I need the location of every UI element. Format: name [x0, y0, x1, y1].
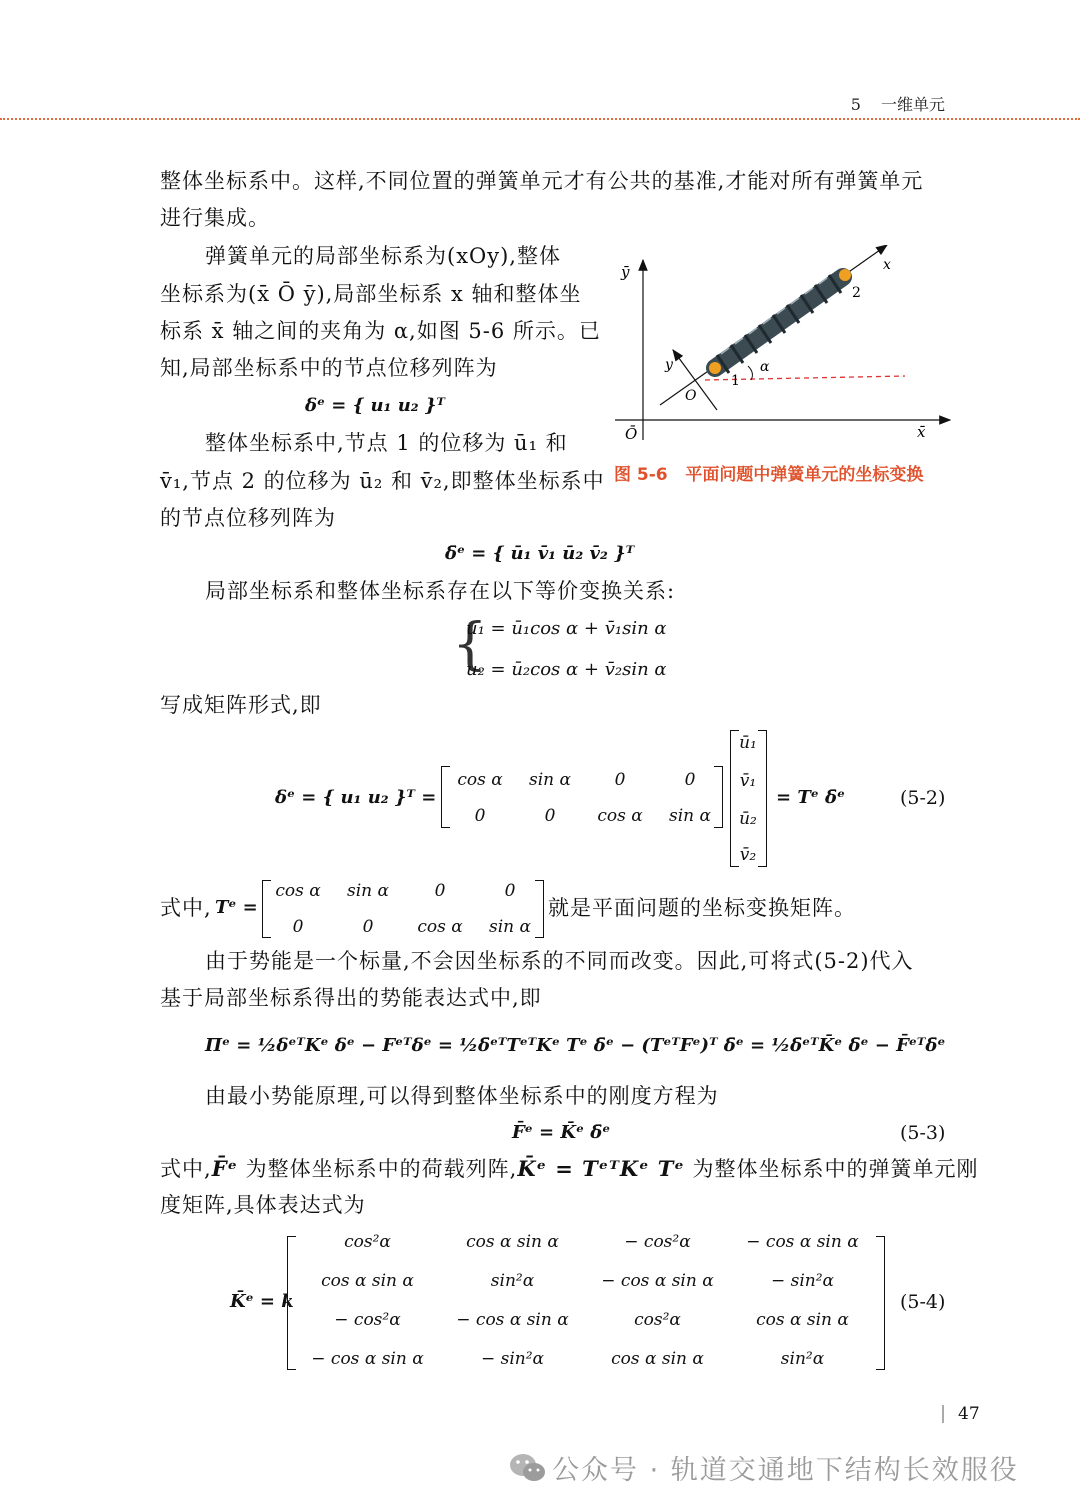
xbar-label: x̄ — [917, 423, 926, 441]
equation-potential-energy: Πᵉ = ½δᵉᵀKᵉ δᵉ − Fᵉᵀδᵉ = ½δ̄ᵉᵀTᵉᵀKᵉ Tᵉ δ̄ᵉ − (TᵉᵀFᵉ)ᵀ δ̄ᵉ = ½δ̄ᵉᵀK̄ᵉ δ̄ᵉ − F̄ᵉᵀδ̄ᵉ — [205, 1035, 946, 1056]
matrix-cell: − sin²α — [480, 1349, 545, 1369]
paragraph-prefix: 式中, — [160, 896, 212, 920]
T-lhs: Tᵉ = — [215, 897, 258, 918]
paragraph-suffix: 就是平面问题的坐标变换矩阵。 — [548, 896, 856, 920]
paragraph-line: 由于势能是一个标量,不会因坐标系的不同而改变。因此,可将式(5-2)代入 — [205, 949, 914, 973]
node-1-label: 1 — [731, 373, 740, 389]
equation-number: (5-2) — [900, 787, 946, 809]
matrix-cell: − sin²α — [770, 1271, 835, 1291]
text-run: 式中, — [160, 1157, 212, 1181]
equation-number: (5-3) — [900, 1122, 946, 1144]
matrix-cell: − cos²α — [334, 1310, 401, 1330]
matrix-cell: 0 — [614, 770, 626, 790]
matrix-cell: − cos α sin α — [746, 1232, 859, 1252]
matrix-cell: sin²α — [490, 1271, 535, 1291]
figure-caption — [614, 460, 923, 485]
text-run: 为整体坐标系中的弹簧单元刚 — [692, 1157, 979, 1181]
paragraph-line: 整体坐标系中,节点 1 的位移为 ū₁ 和 — [205, 431, 568, 455]
matrix-cell: − cos α sin α — [601, 1271, 714, 1291]
matrix-cell: sin α — [347, 881, 389, 901]
matrix-cell: sin α — [529, 770, 571, 790]
text-run: 为整体坐标系中的荷载列阵, — [245, 1157, 518, 1181]
paragraph-line: 写成矩阵形式,即 — [160, 693, 322, 717]
matrix-cell: cos α sin α — [321, 1271, 414, 1291]
stiffness-matrix — [295, 1232, 885, 1372]
running-header — [0, 92, 945, 115]
paragraph-line: 弹簧单元的局部坐标系为(xOy),整体 — [205, 244, 561, 268]
paragraph-line: 局部坐标系和整体坐标系存在以下等价变换关系: — [205, 579, 676, 603]
paragraph-line: 基于局部坐标系得出的势能表达式中,即 — [160, 986, 542, 1010]
paragraph-line: 标系 x̄ 轴之间的夹角为 α,如图 5-6 所示。已 — [160, 319, 601, 343]
vector-cell: ū₂ — [739, 809, 757, 829]
matrix-cell: − cos²α — [624, 1232, 691, 1252]
matrix-cell: cos α sin α — [466, 1232, 559, 1252]
matrix-bracket-right — [714, 766, 723, 828]
equation-system-line-2: u₂ = ū₂cos α + v̄₂sin α — [466, 659, 667, 680]
O-label: O — [685, 388, 697, 404]
eq54-lhs: K̄ᵉ = k — [230, 1291, 294, 1312]
figure-caption-number: 图 5-6 — [614, 465, 668, 485]
paragraph-line: 坐标系为(x̄ Ō ȳ),局部坐标系 x 轴和整体坐 — [160, 282, 582, 306]
inline-math: K̄ᵉ = TᵉᵀKᵉ Tᵉ — [517, 1156, 685, 1181]
matrix-cell: sin²α — [780, 1349, 825, 1369]
inline-math: F̄ᵉ — [211, 1156, 238, 1181]
matrix-bracket-right — [876, 1236, 885, 1370]
vector-cell: v̄₁ — [739, 771, 757, 791]
equation-5-3: F̄ᵉ = K̄ᵉ δ̄ᵉ — [512, 1122, 611, 1143]
vector-cell: ū₁ — [739, 733, 757, 753]
matrix-bracket-left — [441, 766, 450, 828]
figure-diagram — [605, 245, 965, 455]
paragraph-line: 知,局部坐标系中的节点位移列阵为 — [160, 356, 498, 380]
figure-5-6 — [605, 245, 965, 455]
page-number: 47 — [958, 1404, 980, 1424]
matrix-cell: cos α sin α — [756, 1310, 849, 1330]
equation-system-line-1: u₁ = ū₁cos α + v̄₁sin α — [466, 618, 667, 639]
watermark-text: 公众号 · 轨道交通地下结构长效服役 — [552, 1455, 1019, 1486]
matrix-cell: 0 — [544, 806, 556, 826]
paragraph-line — [160, 1150, 978, 1188]
x-label: x — [883, 257, 891, 273]
paragraph-line: 度矩阵,具体表达式为 — [160, 1193, 366, 1217]
matrix-cell: − cos α sin α — [311, 1349, 424, 1369]
angle-arc — [748, 366, 752, 380]
wechat-icon — [508, 1451, 548, 1489]
node-1-marker — [709, 362, 721, 374]
paragraph-line: v̄₁,节点 2 的位移为 ū₂ 和 v̄₂,即整体坐标系中 — [160, 469, 605, 493]
chapter-number: 5 — [850, 95, 861, 114]
header-divider — [0, 118, 1080, 120]
matrix-cell: sin α — [669, 806, 711, 826]
matrix-cell: 0 — [504, 881, 516, 901]
matrix-cell: cos²α — [634, 1310, 681, 1330]
matrix-cell: cos²α — [344, 1232, 391, 1252]
figure-caption-text: 平面问题中弹簧单元的坐标变换 — [685, 465, 924, 485]
equation-number: (5-4) — [900, 1291, 946, 1313]
page-number-rule — [942, 1405, 944, 1423]
matrix-cell: 0 — [292, 917, 304, 937]
node-2-marker — [839, 269, 851, 281]
paragraph-line: 由最小势能原理,可以得到整体坐标系中的刚度方程为 — [205, 1084, 719, 1108]
equation-delta-global: δ̄ᵉ = { ū₁ v̄₁ ū₂ v̄₂ }ᵀ — [445, 543, 635, 564]
paragraph-line: 整体坐标系中。这样,不同位置的弹簧单元才有公共的基准,才能对所有弹簧单元 — [160, 169, 924, 193]
ybar-label: ȳ — [621, 263, 630, 281]
matrix-cell: cos α — [275, 881, 321, 901]
y-label: y — [665, 357, 673, 373]
eq52-lhs: δᵉ = { u₁ u₂ }ᵀ = — [275, 787, 437, 808]
vector-bracket-right — [758, 730, 767, 867]
matrix-cell: cos α — [597, 806, 643, 826]
matrix-cell: 0 — [474, 806, 486, 826]
system-brace: { — [452, 612, 488, 677]
matrix-cell: 0 — [434, 881, 446, 901]
equation-delta-local: δᵉ = { u₁ u₂ }ᵀ — [305, 395, 445, 416]
matrix-cell: cos α — [417, 917, 463, 937]
matrix-bracket-right — [535, 880, 544, 938]
node-2-label: 2 — [852, 285, 861, 301]
Obar-label: Ō — [625, 425, 638, 443]
vector-cell: v̄₂ — [739, 845, 757, 865]
matrix-cell: 0 — [362, 917, 374, 937]
paragraph-line: 进行集成。 — [160, 206, 270, 230]
matrix-cell: 0 — [684, 770, 696, 790]
matrix-cell: − cos α sin α — [456, 1310, 569, 1330]
paragraph-line: 的节点位移列阵为 — [160, 506, 336, 530]
chapter-title: 一维单元 — [880, 95, 945, 114]
eq52-rhs: = Tᵉ δ̄ᵉ — [776, 787, 846, 808]
matrix-cell: cos α sin α — [611, 1349, 704, 1369]
alpha-label: α — [760, 359, 770, 375]
matrix-cell: sin α — [489, 917, 531, 937]
matrix-cell: cos α — [457, 770, 503, 790]
